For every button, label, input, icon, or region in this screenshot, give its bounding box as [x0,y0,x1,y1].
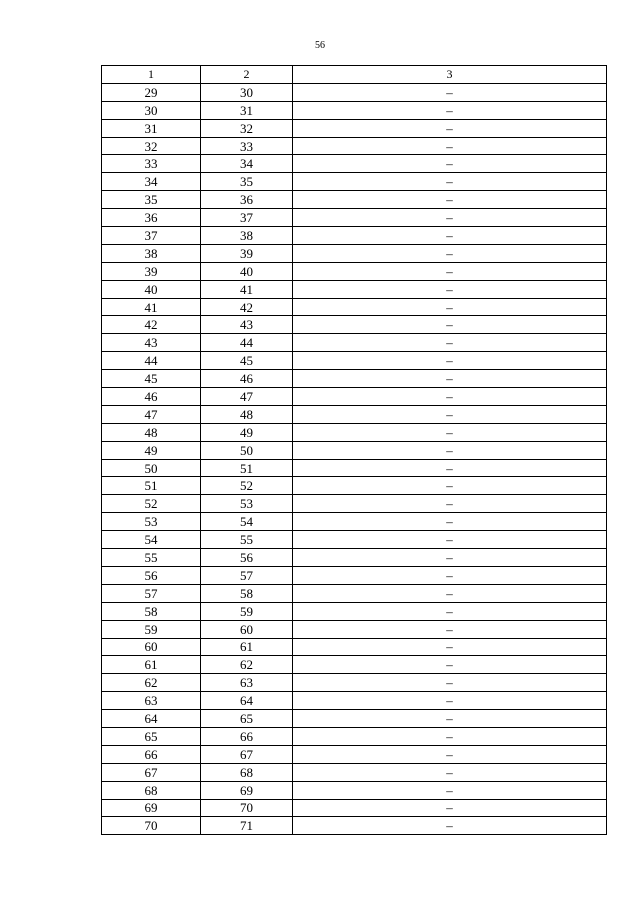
table-cell-col-3: – [293,83,607,101]
table-cell-col-1: 42 [102,316,201,334]
table-cell-col-1: 50 [102,459,201,477]
table-cell-col-2: 70 [201,799,293,817]
table-cell-col-2: 45 [201,352,293,370]
table-header [102,66,607,84]
table-cell-col-3: – [293,441,607,459]
table-row [102,334,607,352]
table-cell-col-1: 70 [102,817,201,835]
table-row [102,244,607,262]
table-cell-col-2: 58 [201,584,293,602]
table-row [102,137,607,155]
table-cell-col-1: 34 [102,173,201,191]
table-row [102,388,607,406]
table-cell-col-3: – [293,298,607,316]
table-cell-col-3: – [293,817,607,835]
table-cell-col-1: 31 [102,119,201,137]
table-row [102,119,607,137]
table-cell-col-2: 61 [201,638,293,656]
column-header-3: 3 [293,66,607,84]
table-cell-col-1: 39 [102,262,201,280]
table-row [102,316,607,334]
table-cell-col-3: – [293,674,607,692]
table-cell-col-1: 38 [102,244,201,262]
table-cell-col-2: 65 [201,710,293,728]
table-cell-col-3: – [293,405,607,423]
table-row [102,727,607,745]
table-cell-col-2: 57 [201,566,293,584]
table-cell-col-1: 52 [102,495,201,513]
table-cell-col-3: – [293,656,607,674]
table-row [102,280,607,298]
table-cell-col-3: – [293,549,607,567]
table-cell-col-2: 68 [201,763,293,781]
table-row [102,710,607,728]
table-cell-col-1: 60 [102,638,201,656]
table-row [102,495,607,513]
table-cell-col-2: 44 [201,334,293,352]
table-cell-col-3: – [293,316,607,334]
table-row [102,227,607,245]
table-cell-col-3: – [293,423,607,441]
table-cell-col-3: – [293,763,607,781]
table-cell-col-3: – [293,137,607,155]
data-table [101,65,607,835]
table-cell-col-2: 69 [201,781,293,799]
table-cell-col-1: 41 [102,298,201,316]
table-cell-col-3: – [293,513,607,531]
table-cell-col-3: – [293,155,607,173]
table-cell-col-2: 40 [201,262,293,280]
table-cell-col-1: 68 [102,781,201,799]
table-row [102,799,607,817]
table-cell-col-1: 37 [102,227,201,245]
table-cell-col-1: 55 [102,549,201,567]
table-row [102,763,607,781]
table-cell-col-1: 43 [102,334,201,352]
table-cell-col-3: – [293,280,607,298]
table-cell-col-3: – [293,244,607,262]
table-cell-col-2: 38 [201,227,293,245]
table-cell-col-3: – [293,388,607,406]
table-cell-col-2: 55 [201,531,293,549]
table-row [102,531,607,549]
table-cell-col-3: – [293,692,607,710]
table-cell-col-2: 63 [201,674,293,692]
table-cell-col-2: 32 [201,119,293,137]
table-cell-col-1: 44 [102,352,201,370]
table-row [102,477,607,495]
table-row [102,692,607,710]
table-cell-col-3: – [293,620,607,638]
table-cell-col-2: 34 [201,155,293,173]
table-cell-col-1: 33 [102,155,201,173]
table-row [102,602,607,620]
table-row [102,745,607,763]
table-cell-col-1: 45 [102,370,201,388]
column-header-1: 1 [102,66,201,84]
table-row [102,620,607,638]
table-row [102,101,607,119]
table-cell-col-1: 30 [102,101,201,119]
page-number: 56 [315,40,325,51]
table-row [102,173,607,191]
table-row [102,298,607,316]
table-cell-col-1: 40 [102,280,201,298]
table-cell-col-1: 57 [102,584,201,602]
table-cell-col-2: 36 [201,191,293,209]
table-cell-col-2: 43 [201,316,293,334]
table-cell-col-2: 51 [201,459,293,477]
table-cell-col-3: – [293,352,607,370]
table-row [102,405,607,423]
table-row [102,584,607,602]
table-cell-col-2: 64 [201,692,293,710]
table-cell-col-2: 49 [201,423,293,441]
table-cell-col-3: – [293,531,607,549]
table-row [102,83,607,101]
table-row [102,209,607,227]
table-row [102,674,607,692]
table-cell-col-2: 66 [201,727,293,745]
table-cell-col-2: 33 [201,137,293,155]
table-cell-col-2: 46 [201,370,293,388]
table-cell-col-3: – [293,334,607,352]
table-row [102,191,607,209]
table-cell-col-2: 42 [201,298,293,316]
table-cell-col-1: 47 [102,405,201,423]
table-cell-col-3: – [293,727,607,745]
table-cell-col-3: – [293,566,607,584]
table-cell-col-1: 69 [102,799,201,817]
table-row [102,370,607,388]
table-cell-col-3: – [293,745,607,763]
table-cell-col-1: 58 [102,602,201,620]
table-row [102,638,607,656]
table-cell-col-3: – [293,781,607,799]
table-row [102,656,607,674]
table-cell-col-3: – [293,477,607,495]
table-row [102,549,607,567]
table-cell-col-2: 39 [201,244,293,262]
table-cell-col-1: 66 [102,745,201,763]
table-cell-col-3: – [293,584,607,602]
table-cell-col-3: – [293,119,607,137]
table-cell-col-2: 31 [201,101,293,119]
table-cell-col-2: 59 [201,602,293,620]
table-cell-col-1: 64 [102,710,201,728]
table-cell-col-1: 56 [102,566,201,584]
table-cell-col-3: – [293,191,607,209]
table-cell-col-1: 29 [102,83,201,101]
table-cell-col-2: 62 [201,656,293,674]
table-row [102,441,607,459]
table-cell-col-3: – [293,227,607,245]
table-row [102,566,607,584]
table-cell-col-3: – [293,209,607,227]
table-cell-col-2: 41 [201,280,293,298]
table-cell-col-1: 46 [102,388,201,406]
table-cell-col-3: – [293,101,607,119]
table-row [102,352,607,370]
table-cell-col-2: 30 [201,83,293,101]
column-header-2: 2 [201,66,293,84]
table-cell-col-3: – [293,459,607,477]
table-cell-col-3: – [293,262,607,280]
table-cell-col-3: – [293,495,607,513]
table-cell-col-1: 48 [102,423,201,441]
table-row [102,781,607,799]
table-cell-col-2: 50 [201,441,293,459]
table-row [102,817,607,835]
table-cell-col-1: 32 [102,137,201,155]
table-row [102,262,607,280]
table-cell-col-1: 49 [102,441,201,459]
table-cell-col-2: 56 [201,549,293,567]
table-cell-col-2: 71 [201,817,293,835]
table-cell-col-2: 52 [201,477,293,495]
table-cell-col-1: 62 [102,674,201,692]
table-cell-col-1: 63 [102,692,201,710]
table-cell-col-3: – [293,173,607,191]
table-cell-col-2: 54 [201,513,293,531]
table-cell-col-3: – [293,602,607,620]
table-cell-col-3: – [293,370,607,388]
table-cell-col-1: 61 [102,656,201,674]
table-cell-col-2: 67 [201,745,293,763]
table-cell-col-1: 51 [102,477,201,495]
table-cell-col-2: 53 [201,495,293,513]
table-cell-col-1: 36 [102,209,201,227]
table-cell-col-1: 65 [102,727,201,745]
table-cell-col-1: 54 [102,531,201,549]
table-cell-col-3: – [293,799,607,817]
table-row [102,459,607,477]
table-row [102,423,607,441]
header-row [102,66,607,84]
table-cell-col-2: 37 [201,209,293,227]
table-cell-col-2: 47 [201,388,293,406]
table-cell-col-1: 67 [102,763,201,781]
table-row [102,513,607,531]
table-cell-col-2: 35 [201,173,293,191]
table-body [102,83,607,834]
table-row [102,155,607,173]
table-cell-col-1: 35 [102,191,201,209]
table-cell-col-1: 53 [102,513,201,531]
table-cell-col-2: 48 [201,405,293,423]
table-cell-col-3: – [293,710,607,728]
table-cell-col-3: – [293,638,607,656]
table-cell-col-1: 59 [102,620,201,638]
table-cell-col-2: 60 [201,620,293,638]
